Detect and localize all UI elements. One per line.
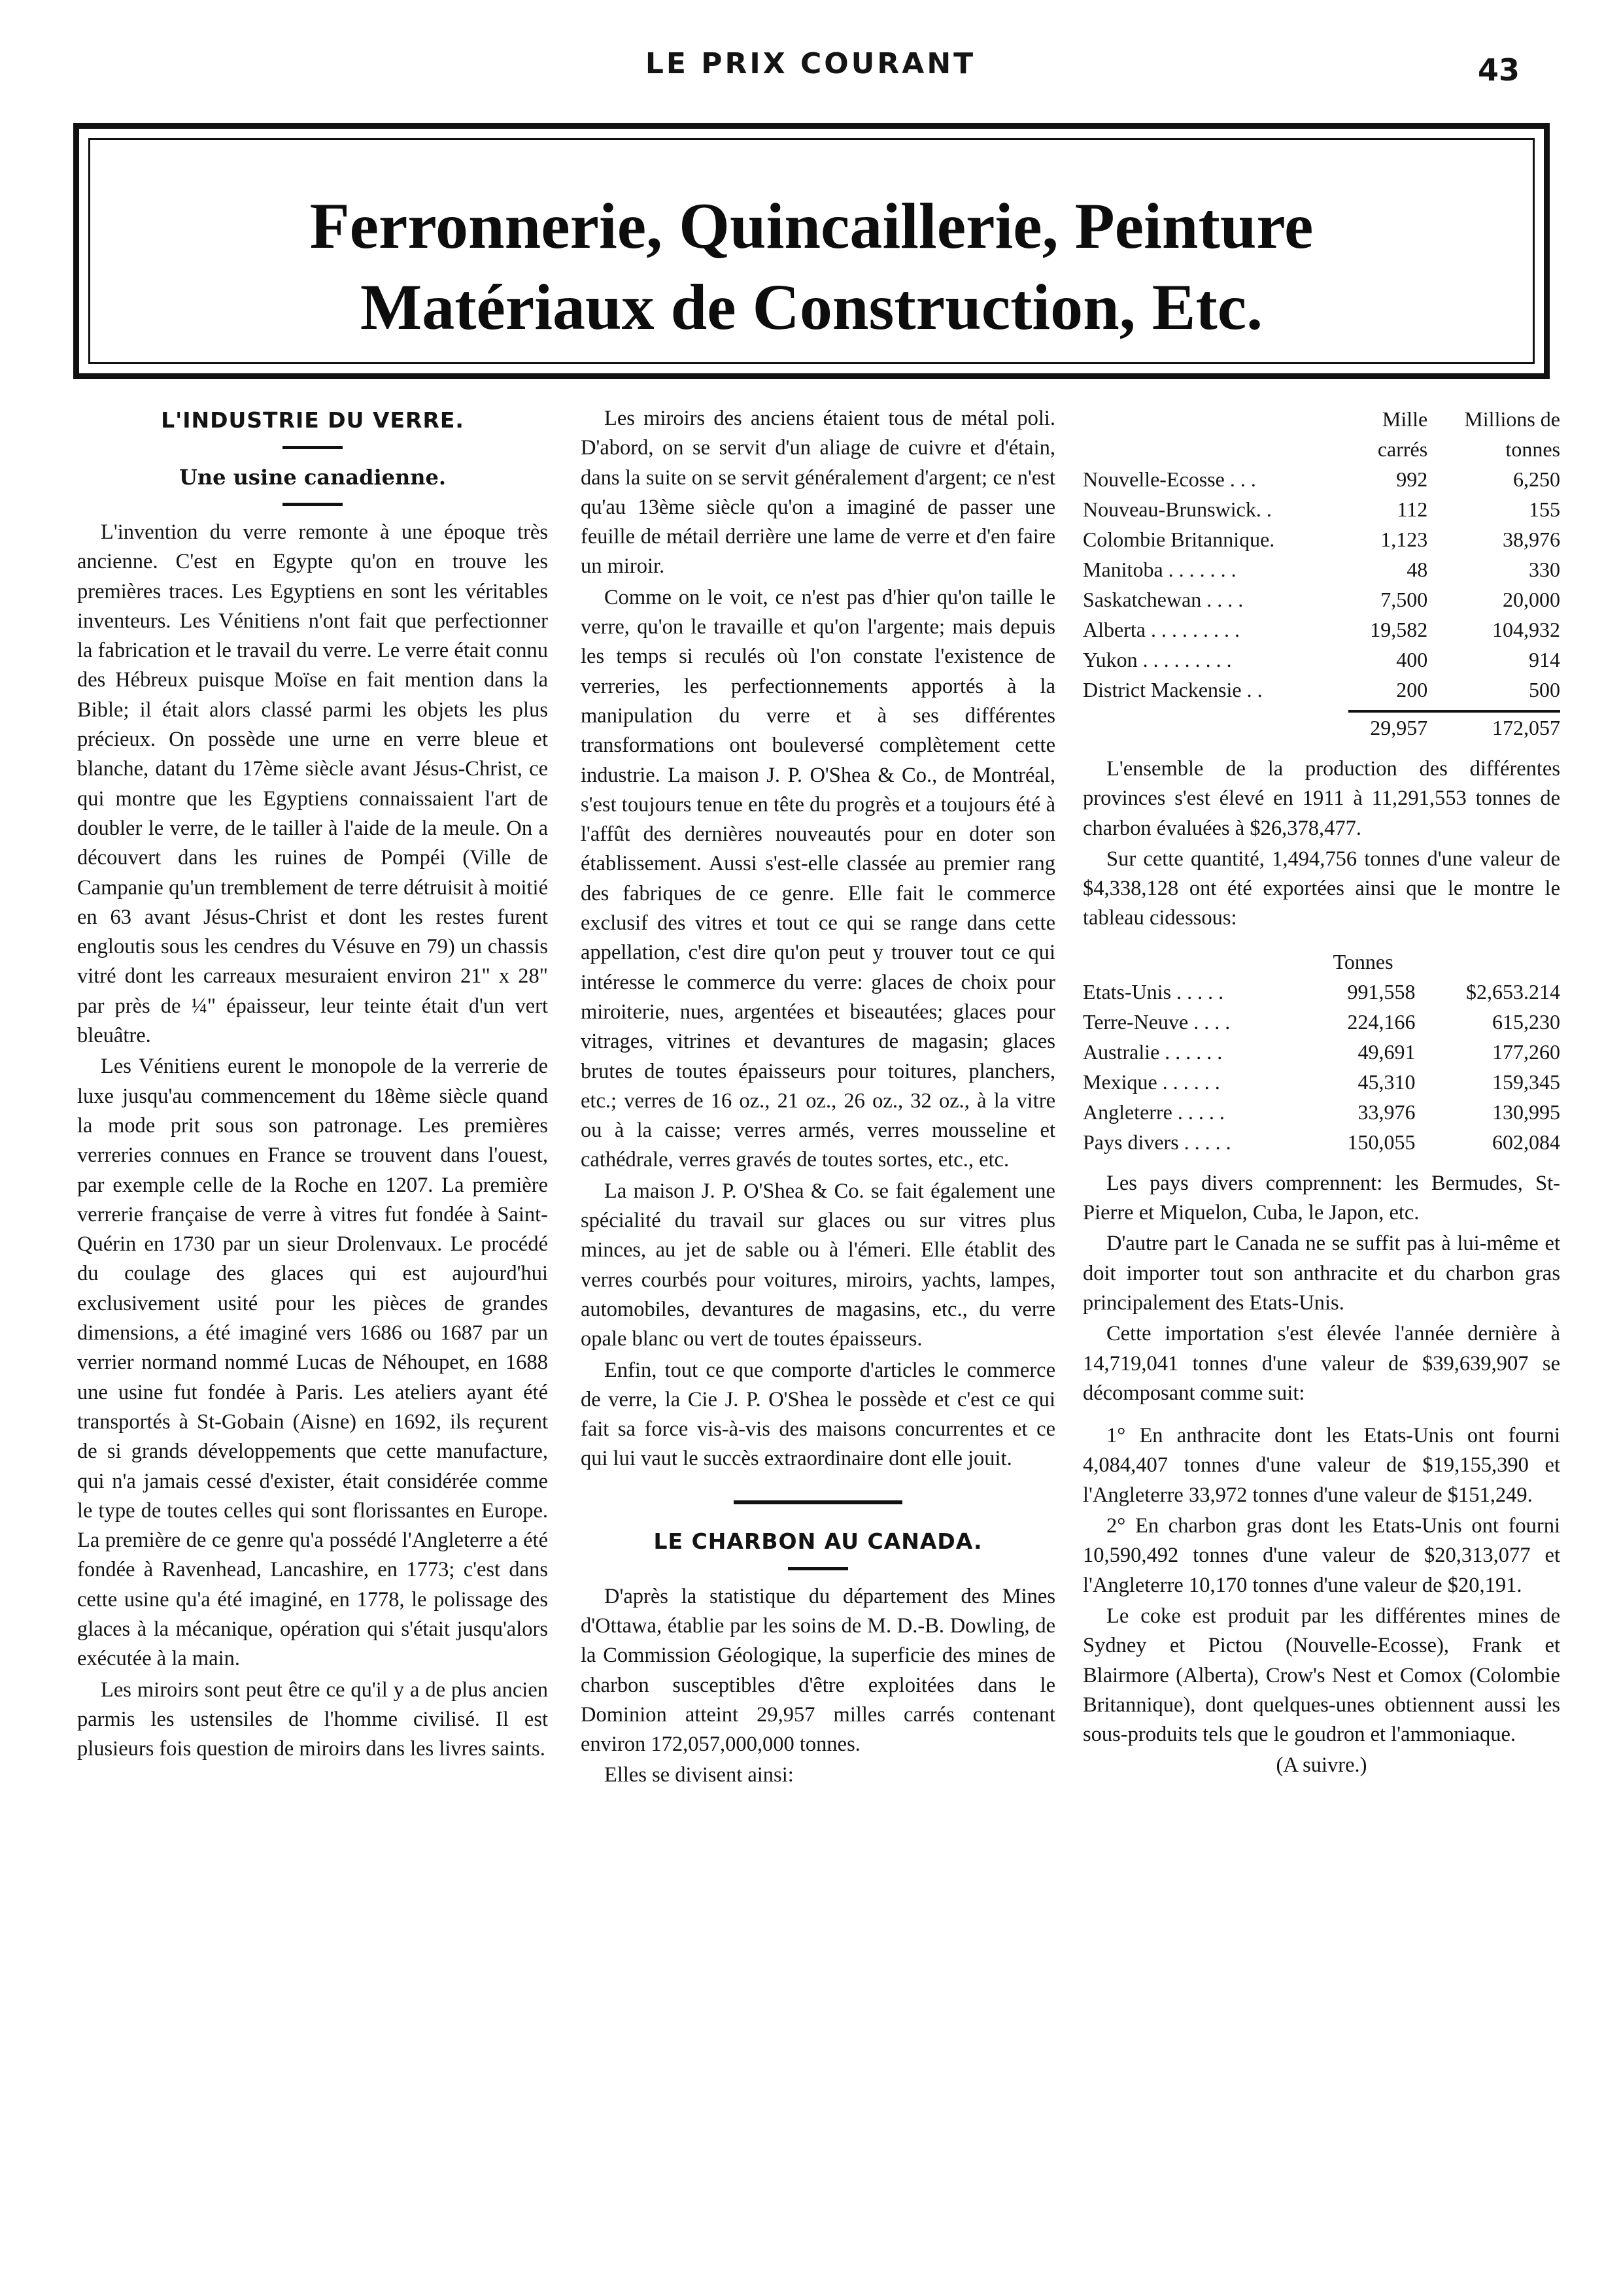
export-value: 602,084 (1492, 1130, 1560, 1154)
export-value: 130,995 (1492, 1100, 1560, 1124)
coal-paragraph-3: L'ensemble de la production des différentes provinces s'est élevé en 1911 à 11,291,553 tonnes de charbon évaluées à $26,378,477. (1083, 757, 1560, 840)
glass-paragraph-7: Enfin, tout ce que comporte d'articles le commerce de verre, la Cie J. P. O'Shea le possède et c'est ce qui fait sa force vis-à-vis des maisons concurrentes et ce qui lui vaut le succès extraordinaire dont elle jouit. (581, 1358, 1055, 1471)
coal-paragraph-7: Cette importation s'est élevée l'année dernière à 14,719,041 tonnes d'une valeur de $39,639,907 se décomposant comme suit: (1083, 1322, 1560, 1405)
table-row (1083, 1127, 1560, 1157)
province-name: Alberta . . . . . . . . . (1083, 618, 1240, 641)
country-name: Australie . . . . . . (1083, 1039, 1223, 1064)
province-name: Saskatchewan . . . . (1083, 588, 1244, 611)
article-title-glass: L'INDUSTRIE DU VERRE. (161, 407, 464, 433)
table1-header-miles-a: Mille (1382, 407, 1428, 431)
export-tons: 45,310 (1357, 1070, 1416, 1094)
table-row (1083, 494, 1560, 524)
table-row (1083, 1067, 1560, 1097)
coal-paragraph-6: D'autre part le Canada ne se suffit pas à lui-même et doit importer tout son anthracite et du charbon gras principalement des Etats-Unis. (1083, 1232, 1560, 1315)
country-name: Etats-Unis . . . . . (1083, 979, 1224, 1004)
province-name: Yukon . . . . . . . . . (1083, 648, 1232, 671)
province-miles: 1,123 (1380, 528, 1428, 551)
coal-paragraph-8: 1° En anthracite dont les Etats-Unis ont fourni 4,084,407 tonnes d'une valeur de $19,155,390 et l'Angleterre 33,972 tonnes d'une valeur de $151,249. (1083, 1424, 1560, 1507)
glass-paragraph-5: Comme on le voit, ce n'est pas d'hier qu'on taille le verre, qu'on le travaille et qu'on l'argente; mais depuis les temps si reculés où l'on constate l'existence de verreries, les perfectionnements apportés à la manipulation du verre et à ses différentes transformations ont bouleversé complètement cette industrie. La maison J. P. O'Shea & Co., de Montréal, s'est toujours tenue en tête du progrès et a toujours été à l'affût des dernières nouveautés pour en doter son établissement. Aussi s'est-elle classée au premier rang des fabriques de ce genre. Elle fait le commerce exclusif des vitres et tout ce qui se range dans cette appellation, c'est dire qu'on peut y trouver tout ce qui intéresse le commerce du verre: glaces de choix pour miroiterie, nues, argentées et biseautées; glaces pour vitrages, vitrines et devantures de magasin; glaces brutes de toutes épaisseurs pour toitures, planchers, etc.; verres de 16 oz., 21 oz., 26 oz., 32 oz., à la vitre ou à la caisse; verres armés, verres mousseline et cathédrale, verres gravés de toutes sortes, etc., etc. (581, 585, 1055, 1172)
export-tons: 150,055 (1347, 1130, 1416, 1154)
total-tons: 172,057 (1492, 716, 1560, 739)
total-miles: 29,957 (1370, 716, 1428, 739)
table2-header: Tonnes (1333, 949, 1393, 973)
province-tons: 6,250 (1513, 467, 1560, 491)
total-rule-tons (1427, 705, 1560, 711)
province-tons: 155 (1529, 498, 1560, 521)
province-miles: 7,500 (1380, 588, 1428, 611)
table-row (1083, 977, 1560, 1007)
coal-reserves-table (1083, 404, 1560, 743)
export-tons: 224,166 (1347, 1009, 1416, 1034)
table-row (1083, 584, 1560, 615)
table-row (1083, 464, 1560, 494)
page-number: 43 (1478, 52, 1520, 88)
country-name: Angleterre . . . . . (1083, 1100, 1225, 1124)
coal-title-rule (788, 1567, 848, 1570)
export-value: $2,653.214 (1466, 979, 1560, 1004)
section-title-line-2: Matériaux de Construction, Etc. (360, 271, 1263, 343)
table-row (1083, 615, 1560, 645)
section-title-inner-frame (88, 138, 1535, 364)
glass-paragraph-3: Les miroirs sont peut être ce qu'il y a de plus ancien parmis les ustensiles de l'homme civilisé. Il est plusieurs fois question de miroirs dans les livres saints. (77, 1678, 548, 1761)
glass-paragraph-1: L'invention du verre remonte à une époque très ancienne. C'est en Egypte qu'on en trouve les premières traces. Les Egyptiens en sont les véritables inventeurs. Les Vénitiens n'ont fait que perfectionner la fabrication et le travail du verre. Le verre était connu des Hébreux puisque Moïse en fait mention dans la Bible; il était alors classé parmi les objets les plus précieux. On possède une urne en verre bleue et blanche, datant du 17ème siècle avant Jésus-Christ, ce qui montre que les Egyptiens connaissaient l'art de doubler le verre, de le tailler à l'aide de la meule. On a découvert dans les ruines de Pompéi (Ville de Campanie qu'un tremblement de terre détruisit à moitié en 63 avant Jésus-Christ et dont les restes furent engloutis sous les cendres du Vésuve en 79) un chassis vitré dont les carreaux mesuraient environ 21" x 28" par près de ¼" épaisseur, leur teinte était d'un vert bleuâtre. (77, 520, 548, 1048)
running-head (0, 47, 1621, 86)
country-name: Pays divers . . . . . (1083, 1130, 1231, 1154)
total-rule-miles (1348, 705, 1428, 711)
section-title-line-1: Ferronnerie, Quincaillerie, Peinture (309, 190, 1314, 262)
glass-paragraph-4: Les miroirs des anciens étaient tous de métal poli. D'abord, on se servit d'un aliage de cuivre et d'étain, dans la suite on se servit généralement d'argent; ce n'est qu'au 13ème siècle qu'on a imaginé de passer une feuille de métail derrière une lame de verre et d'en faire un miroir. (581, 407, 1055, 579)
province-name: Colombie Britannique. (1083, 528, 1275, 551)
country-name: Mexique . . . . . . (1083, 1070, 1220, 1094)
province-tons: 20,000 (1503, 588, 1560, 611)
province-name: Manitoba . . . . . . . (1083, 558, 1237, 581)
table-total-row (1083, 711, 1560, 743)
province-tons: 104,932 (1492, 618, 1560, 641)
table-row (1083, 675, 1560, 705)
province-miles: 200 (1396, 678, 1428, 701)
column-1 (77, 404, 548, 1765)
column-3 (1083, 404, 1560, 1782)
province-tons: 500 (1529, 678, 1560, 701)
province-miles: 19,582 (1370, 618, 1428, 641)
province-name: Nouveau-Brunswick. . (1083, 498, 1272, 521)
coal-paragraph-4: Sur cette quantité, 1,494,756 tonnes d'une valeur de $4,338,128 ont été exportées ainsi que le montre le tableau cidessous: (1083, 847, 1560, 930)
country-name: Terre-Neuve . . . . (1083, 1009, 1231, 1034)
coal-paragraph-9: 2° En charbon gras dont les Etats-Unis ont fourni 10,590,492 tonnes d'une valeur de $20,313,077 et l'Angleterre 10,170 tonnes d'une valeur de $20,191. (1083, 1514, 1560, 1597)
export-tons: 991,558 (1347, 979, 1416, 1004)
table1-header-miles-b: carrés (1377, 437, 1428, 461)
province-tons: 914 (1529, 648, 1560, 671)
province-name: District Mackensie . . (1083, 678, 1263, 701)
table-row (1083, 1037, 1560, 1067)
column-2 (581, 404, 1055, 1792)
province-miles: 400 (1396, 648, 1428, 671)
subtitle-rule (282, 503, 343, 506)
export-tons: 49,691 (1357, 1039, 1416, 1064)
glass-paragraph-2: Les Vénitiens eurent le monopole de la verrerie de luxe jusqu'au commencement du 18ème siècle quand la mode prit sous son patronage. Les premières verreries connues en France se trouvent dans l'ouest, par exemple celle de la Roche en 1207. La première verrerie française de verre à vitres fut fondée à Saint-Quérin en 1730 par un sieur Drolenvaux. Le procédé du coulage des glaces qui est aujourd'hui exclusivement usité pour les pièces de grandes dimensions, a été imaginé vers 1686 ou 1687 par un verrier normand nommé Lucas de Néhoupet, en 1688 une usine fut fondée à Paris. Les ateliers ayant été transportés à St-Gobain (Aisne) en 1692, ils reçurent de si grands développements que cette manufacture, qui n'a jamais cessé d'exister, était considérée comme le type de toutes celles qui sont florissantes en Europe. La première de ce genre qu'a possédé l'Angleterre a été fondée à Ravenhead, Lancashire, en 1773; c'est dans cette usine qu'a été imaginé, en 1778, le polissage des glaces à la mécanique, opération qui s'était jusqu'alors exécutée à la main. (77, 1055, 548, 1671)
table-row (1083, 1007, 1560, 1037)
coal-paragraph-5: Les pays divers comprennent: les Bermudes, St-Pierre et Miquelon, Cuba, le Japon, etc. (1083, 1171, 1560, 1225)
section-title-box (73, 123, 1550, 379)
table-row (1083, 645, 1560, 675)
province-tons: 330 (1529, 558, 1560, 581)
province-miles: 992 (1396, 467, 1428, 491)
coal-paragraph-10: Le coke est produit par les différentes mines de Sydney et Pictou (Nouvelle-Ecosse), Frank et Blairmore (Alberta), Crow's Nest et Comox (Colombie Britannique), dont quelques-unes obtiennent aussi les sous-produits tels que le goudron et l'ammoniaque. (1083, 1604, 1560, 1747)
province-miles: 112 (1397, 498, 1428, 521)
export-value: 177,260 (1492, 1039, 1560, 1064)
province-name: Nouvelle-Ecosse . . . (1083, 467, 1256, 491)
coal-paragraph-1: D'après la statistique du département des Mines d'Ottawa, établie par les soins de M. D.-B. Dowling, de la Commission Géologique, la superficie des mines de charbon susceptibles d'être exploitées dans le Dominion atteint 29,957 milles carrés contenant environ 172,057,000,000 tonnes. (581, 1584, 1055, 1757)
table1-header-tons-b: tonnes (1505, 437, 1560, 461)
table-row (1083, 554, 1560, 584)
journal-name: LE PRIX COURANT (645, 47, 976, 80)
export-value: 159,345 (1492, 1070, 1560, 1094)
province-miles: 48 (1407, 558, 1428, 581)
article-subtitle-glass: Une usine canadienne. (179, 465, 446, 490)
glass-paragraph-6: La maison J. P. O'Shea & Co. se fait également une spécialité du travail sur glaces ou sur vitres plus minces, au jet de sable ou à l'émeri. Elle établit des verres courbés pour voitures, miroirs, yachts, lampes, automobiles, devantures de magasins, etc., du verre opale blanc ou vert de toutes épaisseurs. (581, 1179, 1055, 1351)
to-be-continued: (A suivre.) (1276, 1753, 1367, 1778)
export-value: 615,230 (1492, 1009, 1560, 1034)
table1-header-tons-a: Millions de (1464, 407, 1560, 431)
article-separator-rule (734, 1500, 902, 1504)
coal-paragraph-2: Elles se divisent ainsi: (604, 1763, 794, 1787)
province-tons: 38,976 (1503, 528, 1560, 551)
article-title-coal: LE CHARBON AU CANADA. (653, 1528, 983, 1554)
table-row (1083, 524, 1560, 554)
title-rule (282, 446, 343, 449)
table-row (1083, 1097, 1560, 1127)
export-tons: 33,976 (1357, 1100, 1416, 1124)
coal-exports-table (1083, 947, 1560, 1157)
